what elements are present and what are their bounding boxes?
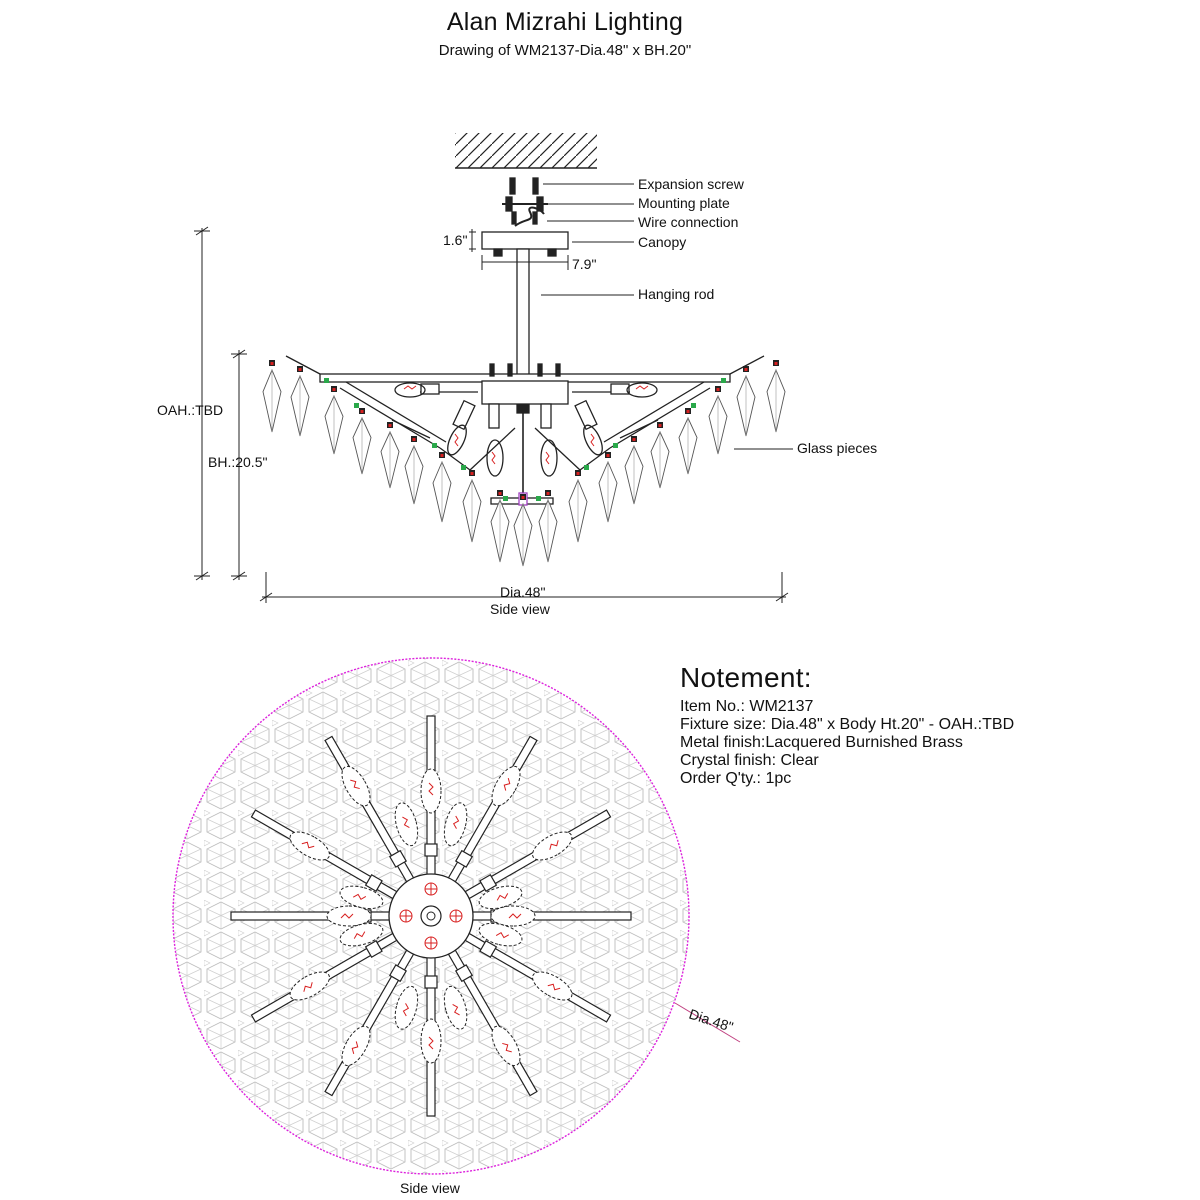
dim-overall-height: OAH.:TBD (157, 402, 224, 418)
glass-clip-dot (441, 454, 444, 457)
label-glass-pieces: Glass pieces (797, 440, 878, 456)
glass-clip-dot (471, 472, 474, 475)
candle-bulb (327, 906, 371, 926)
hub-bulb (425, 937, 437, 949)
glass-clip-dot (499, 492, 502, 495)
glass-clip-dot (271, 362, 274, 365)
glass-clip-dot (547, 492, 550, 495)
glass-clip-dot (633, 438, 636, 441)
glass-clip-dot (607, 454, 610, 457)
glass-clip-dot (687, 410, 690, 413)
hub-bulb (450, 910, 462, 922)
side-view-caption: Side view (490, 601, 550, 617)
glass-clip-dot (413, 438, 416, 441)
glass-clip-dot (577, 472, 580, 475)
drawing-subtitle: Drawing of WM2137-Dia.48" x BH.20" (438, 42, 692, 59)
dim-body-height: BH.:20.5" (208, 454, 268, 470)
note-fixture-size: Fixture size: Dia.48" x Body Ht.20" - OAH.:TBD (680, 716, 1015, 733)
candle-bulb (421, 769, 441, 813)
top-view (173, 658, 740, 1174)
notes-panel (680, 662, 1180, 788)
top-view-diameter: Dia.48" (687, 1005, 736, 1035)
candle-bulb (491, 906, 535, 926)
glass-clip-dot (361, 410, 364, 413)
ceiling-hatch (455, 133, 597, 168)
drawing-title: Alan Mizrahi Lighting (446, 8, 684, 36)
glass-clip-dot (745, 368, 748, 371)
glass-clip-dot (299, 368, 302, 371)
note-item-number: Item No.: WM2137 (680, 698, 814, 715)
glass-clip-dot (717, 388, 720, 391)
hub-bulb (400, 910, 412, 922)
notes-heading: Notement: (680, 662, 812, 693)
label-canopy: Canopy (638, 234, 687, 250)
glass-clip-dot (522, 496, 525, 499)
label-expansion-screw: Expansion screw (638, 176, 744, 192)
top-view-caption: Side view (400, 1180, 460, 1196)
dim-canopy-height: 1.6" (443, 232, 468, 248)
expansion-screws (510, 178, 538, 194)
label-wire-connection: Wire connection (638, 214, 739, 230)
glass-clip-dot (659, 424, 662, 427)
canopy (482, 232, 568, 249)
dim-diameter: Dia.48" (500, 584, 546, 600)
label-mounting-plate: Mounting plate (638, 195, 730, 211)
glass-clip-dot (333, 388, 336, 391)
hanging-rod (517, 249, 529, 381)
glass-clip-dot (775, 362, 778, 365)
note-order-qty: Order Q'ty.: 1pc (680, 770, 792, 787)
glass-clip-dot (389, 424, 392, 427)
note-crystal-finish: Crystal finish: Clear (680, 752, 819, 769)
note-metal-finish: Metal finish:Lacquered Burnished Brass (680, 734, 963, 751)
candle-bulb (421, 1019, 441, 1063)
wire-connection (515, 208, 544, 226)
label-hanging-rod: Hanging rod (638, 286, 715, 302)
hub-bulb (425, 883, 437, 895)
dim-canopy-width: 7.9" (572, 256, 597, 272)
